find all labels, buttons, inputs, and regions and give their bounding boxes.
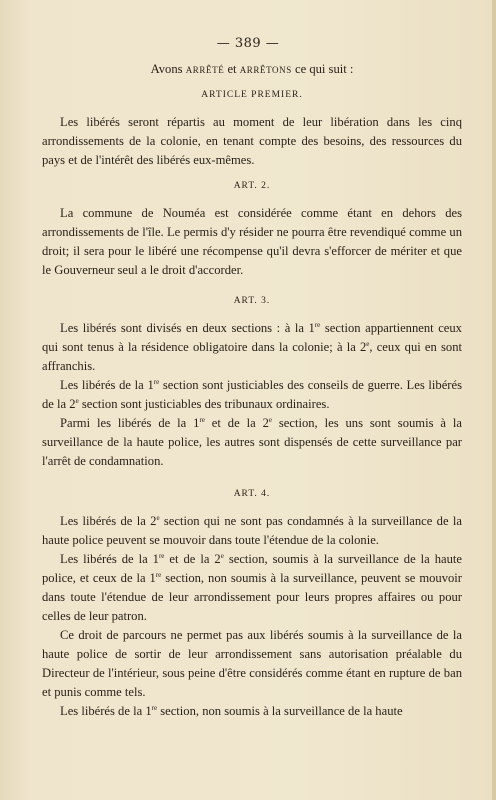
article-paragraph: Parmi les libérés de la 1re et de la 2e section, les uns sont soumis à la surveillance de la haute police, les autres sont dispensés de cette surveillance par l'arrêt de condamnation. (42, 416, 462, 468)
article-paragraph: Les libérés de la 1re section, non soumis à la surveillance de la haute (60, 704, 403, 718)
article-paragraph: Les libérés sont divisés en deux sections : à la 1re section appartiennent ceux qui sont tenus à la résidence obligatoire dans la colonie; à la 2e, ceux qui en sont affranchis. (42, 321, 462, 373)
preamble-text: ce qui suit : (291, 62, 354, 76)
article-heading: ART. 4. (233, 489, 271, 499)
preamble-word: arrêtons (239, 62, 292, 76)
article-paragraph: Les libérés de la 1re et de la 2e section, soumis à la surveillance de la haute police, et ceux de la 1re section, non soumis à la surveillance, peuvent se mouvoir dans toute l'étendue de leur arrondissement pour leurs propres affaires ou pour celles de leur patron. (42, 552, 462, 623)
preamble-text: et (224, 62, 240, 76)
article-paragraph: Les libérés seront répartis au moment de leur libération dans les cinq arrondissements de la colonie, en tenant compte des besoins, des ressources du pays et de l'intérêt des libérés eux-mêmes. (42, 115, 462, 167)
article-paragraph: Les libérés de la 1re section sont justiciables des conseils de guerre. Les libérés de la 2e section sont justiciables des tribunaux ordinaires. (42, 378, 462, 411)
article-heading: ARTICLE PREMIER. (201, 90, 303, 100)
article-paragraph: La commune de Nouméa est considérée comme étant en dehors des arrondissements de l'île. Le permis d'y résider ne pourra être revendiqué comme un droit; il sera pour le libéré une récompense qu'il devra s'efforcer de mériter et que le Gouverneur seul a le droit d'accorder. (42, 206, 462, 277)
preamble-word: arrêté (185, 62, 225, 76)
preamble-text: Avons (150, 62, 186, 76)
preamble (42, 60, 462, 79)
article-heading: ART. 2. (233, 181, 271, 191)
article-paragraph: Ce droit de parcours ne permet pas aux libérés soumis à la surveillance de la haute police de sortir de leur arrondissement sans autorisation préalable du Directeur de l'intérieur, sous peine d'être considérés comme étant en rupture de ban et punis comme tels. (42, 628, 462, 699)
article-paragraph: Les libérés de la 2e section qui ne sont pas condamnés à la surveillance de la haute police peuvent se mouvoir dans toute l'étendue de la colonie. (42, 514, 462, 547)
article-heading: ART. 3. (233, 296, 271, 306)
page-body (42, 60, 462, 721)
page-number: — 389 — (216, 36, 280, 51)
